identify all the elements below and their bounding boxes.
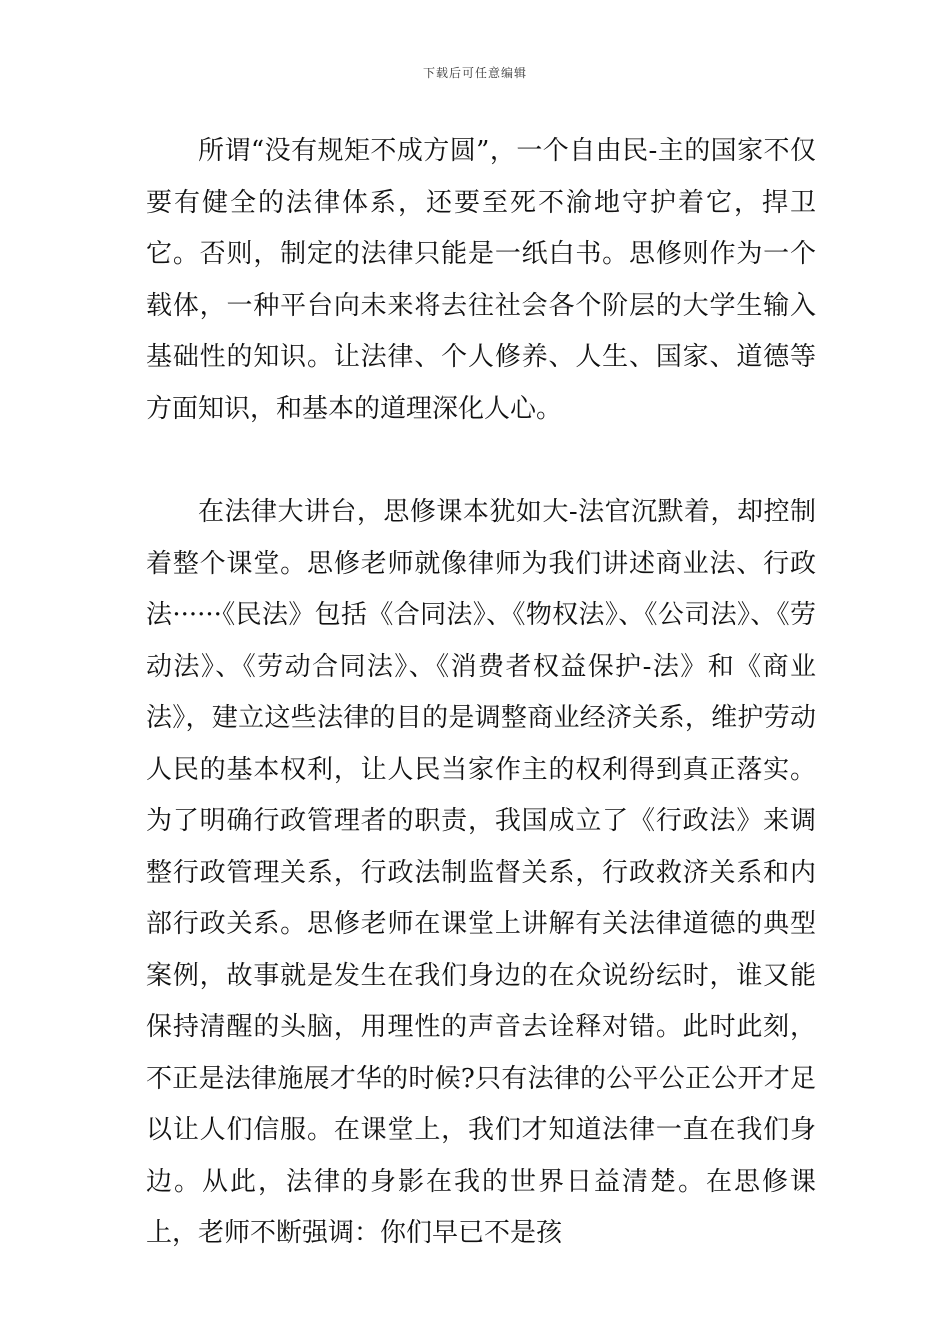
paragraph-1: 所谓“没有规矩不成方圆”，一个自由民-主的国家不仅要有健全的法律体系，还要至死不渝地守护着它，捍卫它。否则，制定的法律只能是一纸白书。思修则作为一个载体，一种平台向未来将去往社会各个阶层的大学生输入基础性的知识。让法律、个人修养、人生、国家、道德等方面知识，和基本的道理深化人心。 — [146, 136, 816, 424]
paragraph-2: 在法律大讲台，思修课本犹如大-法官沉默着，却控制着整个课堂。思修老师就像律师为我们讲述商业法、行政法······《民法》包括《合同法》、《物权法》、《公司法》、《劳动法》、《劳动合同法》、《消费者权益保护-法》和《商业法》，建立这些法律的目的是调整商业经济关系，维护劳动人民的基本权利，让人民当家作主的权利得到真正落实。为了明确行政管理者的职责，我国成立了《行政法》来调整行政管理关系，行政法制监督关系，行政救济关系和内部行政关系。思修老师在课堂上讲解有关法律道德的典型案例，故事就是发生在我们身边的在众说纷纭时，谁又能保持清醒的头脑，用理性的声音去诠释对错。此时此刻，不正是法律施展才华的时候?只有法律的公平公正公开才足以让人们信服。在课堂上，我们才知道法律一直在我们身边。从此，法律的身影在我的世界日益清楚。在思修课上，老师不断强调：你们早已不是孩 — [146, 497, 816, 1248]
document-body — [146, 126, 816, 1260]
page-header: 下载后可任意编辑 — [422, 66, 527, 80]
